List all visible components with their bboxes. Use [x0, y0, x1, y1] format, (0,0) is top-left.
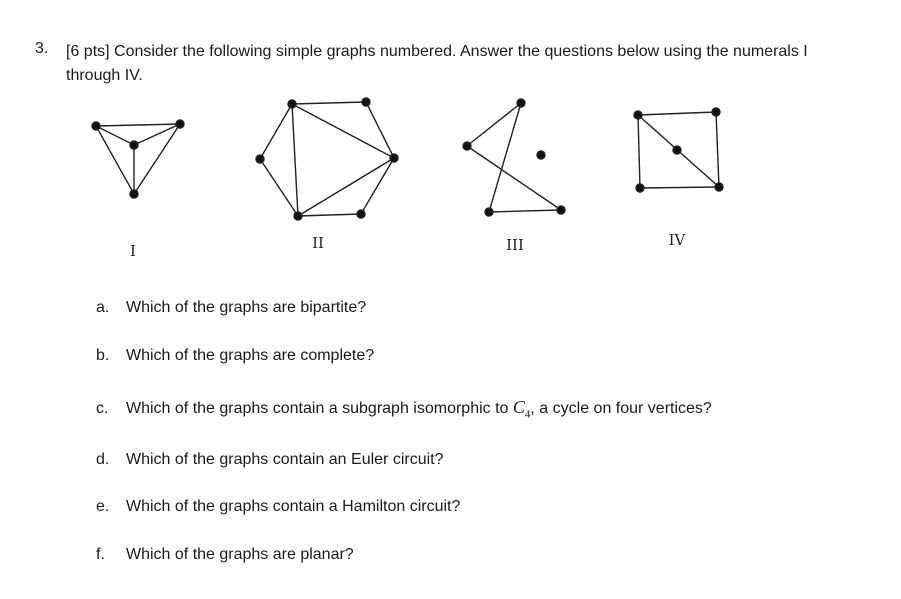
vertex: [557, 206, 565, 214]
vertex: [390, 154, 398, 162]
vertex: [517, 99, 525, 107]
vertex: [636, 184, 644, 192]
vertex: [130, 141, 138, 149]
part-c-text-after: , a cycle on four vertices?: [530, 400, 712, 417]
part-f-text: Which of the graphs are planar?: [126, 546, 354, 563]
graph-i: [92, 120, 184, 198]
vertex: [715, 183, 723, 191]
c4-base: C: [512, 397, 525, 417]
part-b-text: Which of the graphs are complete?: [126, 347, 375, 364]
graph-iii: [463, 99, 565, 216]
part-b-letter: b.: [96, 347, 110, 364]
part-d: [96, 451, 444, 469]
vertex: [294, 212, 302, 220]
question-text: [6 pts] Consider the following simple graphs numbered. Answer the questions below using the numerals I through IV.: [66, 43, 808, 84]
part-e-letter: e.: [96, 498, 110, 515]
vertex: [357, 210, 365, 218]
part-a-text: Which of the graphs are bipartite?: [126, 299, 367, 316]
vertex: [634, 111, 642, 119]
part-e: [96, 498, 460, 516]
vertex: [362, 98, 370, 106]
graph-iv: [634, 108, 723, 192]
vertex: [673, 146, 681, 154]
part-d-text: Which of the graphs contain an Euler circuit?: [126, 451, 444, 468]
part-e-text: Which of the graphs contain a Hamilton circuit?: [126, 498, 461, 515]
part-a: [96, 299, 366, 317]
graph-label-iv: IV: [668, 231, 686, 249]
vertex: [485, 208, 493, 216]
part-f: [96, 546, 354, 564]
vertex: [92, 122, 100, 130]
graph-label-i: I: [130, 242, 136, 260]
part-d-letter: d.: [96, 451, 110, 468]
vertex: [288, 100, 296, 108]
graph-figures: [0, 0, 901, 280]
question-number: 3.: [35, 40, 49, 57]
part-a-letter: a.: [96, 299, 110, 316]
part-c-letter: c.: [96, 400, 109, 417]
graph-label-iii: III: [506, 236, 524, 254]
graph-ii: [256, 98, 398, 220]
vertex: [537, 151, 545, 159]
vertex: [130, 190, 138, 198]
part-c-text-before: Which of the graphs contain a subgraph isomorphic to: [126, 400, 509, 417]
c4-math: [512, 397, 531, 421]
part-b: [96, 347, 374, 365]
vertex: [256, 155, 264, 163]
graph-label-ii: II: [312, 234, 324, 252]
vertex: [463, 142, 471, 150]
vertex: [712, 108, 720, 116]
part-c: [96, 397, 712, 421]
c4-subscript: 4: [524, 408, 531, 421]
part-f-letter: f.: [96, 546, 105, 563]
vertex: [176, 120, 184, 128]
